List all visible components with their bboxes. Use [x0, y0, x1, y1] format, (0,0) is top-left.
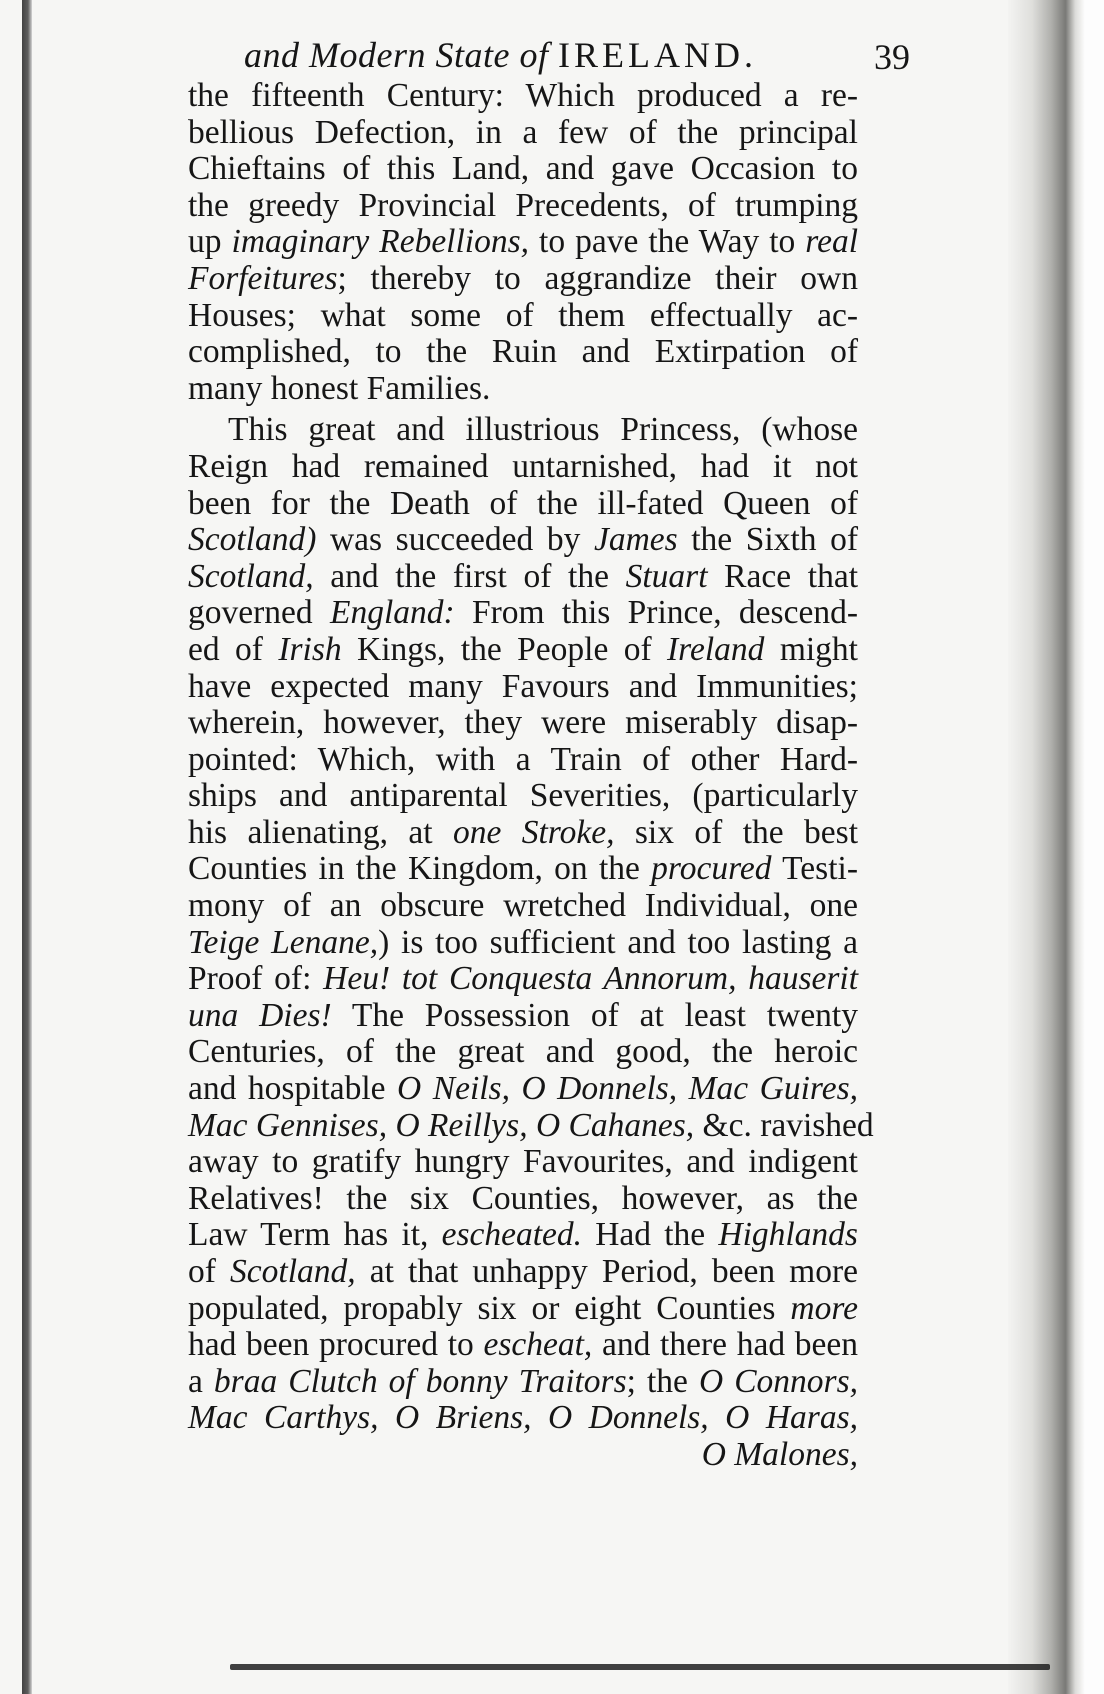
text-line [188, 851, 858, 888]
roman-text: pointed: Which, with a Train of other Hard- [188, 740, 858, 778]
roman-text: ships and antiparental Severities, (particularly [188, 777, 858, 815]
roman-text: Reign had remained untarnished, had it not [188, 447, 858, 485]
text-line [188, 742, 858, 779]
italic-text: James [593, 521, 678, 559]
text-line [188, 888, 858, 925]
italic-text: Scotland) [188, 521, 317, 559]
italic-text: procured [651, 850, 772, 888]
text-line [188, 1034, 858, 1071]
text-line [188, 778, 858, 815]
text-line [188, 669, 858, 706]
page-number: 39 [874, 37, 910, 77]
italic-text: Teige Lenane, [188, 923, 379, 961]
roman-text: populated, propably six or eight Counties [188, 1289, 791, 1327]
text-line [188, 151, 858, 188]
page-edges-right [1008, 0, 1104, 1694]
text-line [188, 224, 858, 261]
italic-text: escheat, [483, 1326, 593, 1364]
roman-text: Counties in the Kingdom, on the [188, 850, 652, 888]
roman-text: complished, to the Ruin and Extirpation of [188, 333, 858, 371]
running-head [244, 34, 757, 76]
text-line [188, 188, 858, 225]
text-line [188, 371, 858, 408]
roman-text: Had the [582, 1216, 719, 1254]
italic-text: braa Clutch of bonny Traitors [213, 1362, 627, 1400]
roman-text: might [764, 630, 858, 668]
text-line [188, 1364, 858, 1401]
roman-text: Law Term has it, [188, 1216, 442, 1254]
roman-text: From this Prince, descend- [454, 594, 858, 632]
text-line [188, 632, 858, 669]
text-line [188, 115, 858, 152]
text-line [188, 261, 858, 298]
italic-text: Mac Gennises, O Reillys, O Cahanes, [188, 1106, 695, 1144]
italic-text: Irish [278, 630, 342, 668]
roman-text: had been procured to [188, 1326, 484, 1364]
running-head-lead: and Modern State of [244, 35, 549, 75]
text-line [188, 522, 858, 559]
roman-text: mony of an obscure wretched Individual, one [188, 887, 858, 925]
italic-text: una Dies! [188, 996, 332, 1034]
binding-shadow-left [22, 0, 32, 1694]
italic-text: Highlands [718, 1216, 858, 1254]
text-line [188, 1327, 858, 1364]
roman-text: ; thereby to aggrandize their own [337, 259, 858, 297]
roman-text: his alienating, at [188, 813, 453, 851]
italic-text: Scotland, [188, 557, 314, 595]
text-line [188, 1400, 858, 1437]
text-line [188, 449, 858, 486]
roman-text: six of the best [614, 813, 858, 851]
roman-text: governed [188, 594, 330, 632]
roman-text: &c. ravished [694, 1106, 874, 1144]
roman-text: away to gratify hungry Favourites, and indigent [188, 1143, 858, 1181]
roman-text: Testi- [771, 850, 858, 888]
text-line [188, 1217, 858, 1254]
roman-text: Centuries, of the great and good, the heroic [188, 1033, 858, 1071]
text-line [188, 559, 858, 596]
text-line [188, 705, 858, 742]
italic-text: Ireland [667, 630, 765, 668]
text-line [188, 1106, 874, 1145]
text-line [188, 1291, 858, 1328]
italic-text: one Stroke, [452, 813, 615, 851]
text-line [188, 998, 858, 1035]
roman-text: bellious Defection, in a few of the principal [188, 113, 858, 151]
roman-text: Chieftains of this Land, and gave Occasion to [188, 150, 858, 188]
italic-text: Mac Carthys, O Briens, O Donnels, O Haras, [188, 1399, 858, 1437]
roman-text: up [188, 223, 232, 261]
italic-text: escheated. [441, 1216, 583, 1254]
roman-text: and there had been [592, 1326, 858, 1364]
roman-text: and hospitable [188, 1070, 398, 1108]
italic-text: Stuart [625, 557, 708, 595]
text-line [188, 1071, 858, 1108]
body-text [188, 77, 874, 1474]
roman-text: to pave the Way to [529, 223, 806, 261]
running-head-title: IRELAND. [557, 35, 757, 75]
italic-text: more [790, 1289, 858, 1327]
italic-text: real [805, 223, 859, 261]
roman-text: and the first of the [313, 557, 626, 595]
text-line [188, 1254, 858, 1291]
roman-text: ) is too sufficient and too lasting a [378, 923, 858, 961]
roman-text: many honest Families. [188, 369, 491, 407]
italic-text: O Neils, O Donnels, Mac Guires, [397, 1070, 858, 1108]
roman-text: Race that [707, 557, 859, 595]
roman-text: ed of [188, 630, 279, 668]
roman-text: a [188, 1362, 214, 1400]
roman-text: wherein, however, they were miserably disap- [188, 704, 858, 742]
roman-text: ; the [626, 1362, 699, 1400]
italic-text: Heu! tot Conquesta Annorum, hauserit [323, 960, 858, 998]
text-line [188, 78, 858, 115]
text-line [188, 486, 858, 523]
roman-text: the fifteenth Century: Which produced a re- [188, 77, 858, 114]
text-line [188, 334, 858, 371]
roman-text: Houses; what some of them effectually ac- [188, 296, 858, 334]
roman-text: This great and illustrious Princess, (whose [228, 411, 858, 449]
text-line [188, 298, 858, 335]
roman-text: Kings, the People of [341, 630, 668, 668]
roman-text: was succeeded by [316, 521, 594, 559]
text-line [188, 1437, 858, 1474]
roman-text: of [188, 1253, 231, 1290]
italic-text: O Malones, [701, 1435, 858, 1473]
italic-text: Scotland, [230, 1253, 356, 1290]
italic-text: Forfeitures [188, 259, 338, 297]
roman-text: Proof of: [188, 960, 324, 998]
roman-text: The Possession of at least twenty [331, 996, 858, 1034]
italic-text: imaginary Rebellions, [231, 223, 530, 261]
italic-text: O Connors, [698, 1362, 858, 1400]
roman-text: Relatives! the six Counties, however, as the [188, 1179, 858, 1217]
text-line [188, 1144, 858, 1181]
roman-text: the Sixth of [677, 521, 858, 559]
italic-text: England: [329, 594, 455, 632]
page-edge-bottom [230, 1664, 1050, 1670]
roman-text: the greedy Provincial Precedents, of trumping [188, 186, 858, 224]
text-line [188, 815, 858, 852]
text-line [188, 595, 858, 632]
roman-text: at that unhappy Period, been more [355, 1253, 859, 1290]
text-line [188, 412, 858, 449]
text-line [188, 1181, 858, 1218]
text-line [188, 961, 858, 998]
text-line [188, 925, 858, 962]
roman-text: have expected many Favours and Immunities; [188, 667, 858, 705]
roman-text: been for the Death of the ill-fated Queen of [188, 484, 858, 522]
